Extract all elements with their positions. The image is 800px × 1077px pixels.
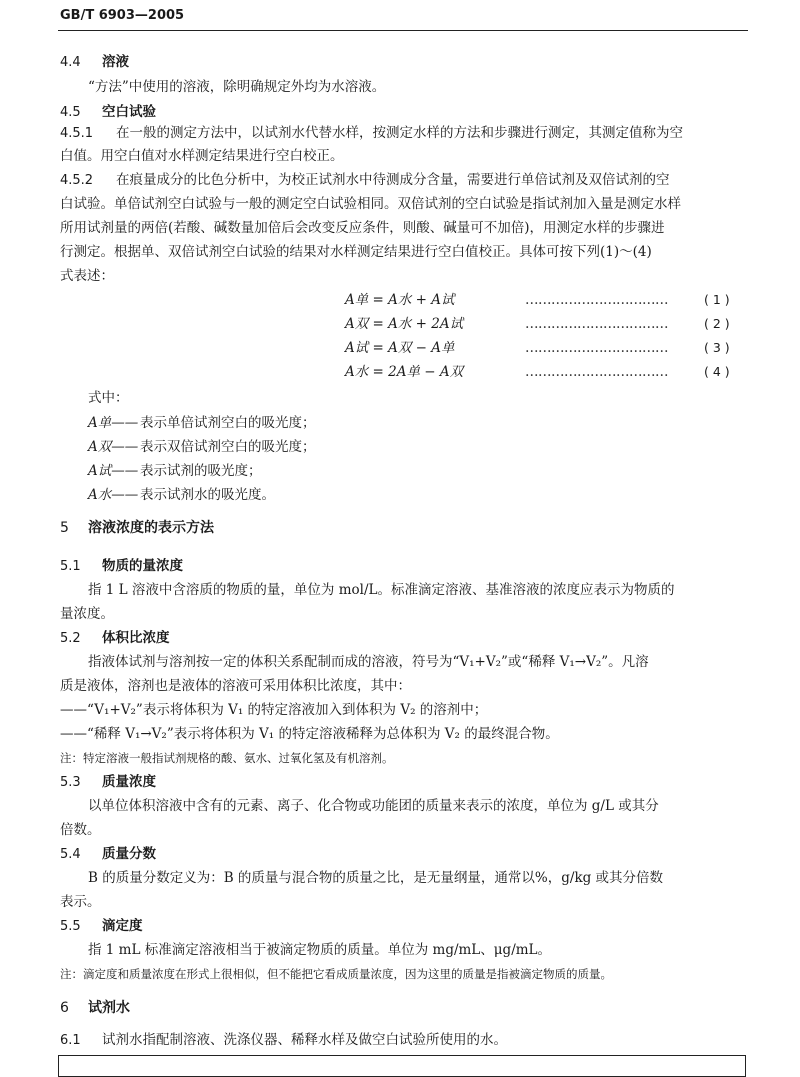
section-number: 5.4 bbox=[60, 847, 81, 862]
section-title: 滴定度 bbox=[102, 918, 143, 934]
paragraph-line: 表示。 bbox=[60, 894, 101, 910]
paragraph-line: 指 1 L 溶液中含溶质的物质的量，单位为 mol/L。标准滴定溶液、基准溶液的浓度应表示为物质的 bbox=[88, 582, 675, 598]
section-title: 空白试验 bbox=[102, 104, 156, 120]
variable-description: 表示试剂水的吸光度。 bbox=[140, 487, 275, 503]
section-4-5-1-line-1 bbox=[60, 123, 683, 144]
paragraph-line: 质是液体，溶剂也是液体的溶液可采用体积比浓度，其中： bbox=[60, 678, 411, 694]
section-5-heading bbox=[60, 518, 214, 538]
variable-description: 表示双倍试剂空白的吸光度； bbox=[140, 439, 316, 455]
equation-leader-dots: …………………………… bbox=[525, 316, 668, 332]
paragraph-text: 在一般的测定方法中，以试剂水代替水样，按测定水样的方法和步骤进行测定，其测定值称为空 bbox=[116, 125, 683, 141]
equation-number: ( 1 ) bbox=[704, 292, 730, 307]
section-4-5-2-line-1 bbox=[60, 170, 670, 191]
section-5-4-heading bbox=[60, 844, 156, 865]
equation-formula: A双 = A水 + 2A试 bbox=[345, 316, 464, 332]
note-text: 注：滴定度和质量浓度在形式上很相似，但不能把它看成质量浓度，因为这里的质量是指被滴定物质的质量。 bbox=[60, 967, 612, 981]
section-number: 4.5.2 bbox=[60, 173, 94, 188]
section-number: 4.5 bbox=[60, 105, 81, 120]
paragraph-line: 白试验。单倍试剂空白试验与一般的测定空白试验相同。双倍试剂的空白试验是指试剂加入量是测定水样 bbox=[60, 196, 681, 212]
section-title: 试剂水 bbox=[88, 1000, 130, 1016]
variable-symbol: A水—— bbox=[88, 487, 139, 503]
paragraph-text: 在痕量成分的比色分析中，为校正试剂水中待测成分含量，需要进行单倍试剂及双倍试剂的空 bbox=[116, 172, 670, 188]
paragraph-line: 式表述： bbox=[60, 268, 114, 284]
equation-leader-dots: …………………………… bbox=[525, 292, 668, 308]
section-number: 5.2 bbox=[60, 631, 81, 646]
paragraph-line: 行测定。根据单、双倍试剂空白试验的结果对水样测定结果进行空白值校正。具体可按下列(1)～(4) bbox=[60, 244, 652, 260]
standard-code-header: GB/T 6903—2005 bbox=[60, 8, 185, 23]
section-4-5-heading bbox=[60, 102, 156, 123]
section-number: 5.1 bbox=[60, 559, 81, 574]
bottom-frame-box bbox=[58, 1055, 746, 1077]
equation-number: ( 3 ) bbox=[704, 340, 730, 355]
section-title: 质量浓度 bbox=[102, 774, 156, 790]
section-6-1-line bbox=[60, 1030, 507, 1051]
variable-symbol: A试—— bbox=[88, 463, 139, 479]
section-number: 6.1 bbox=[60, 1033, 81, 1048]
equation-formula: A单 = A水 + A试 bbox=[345, 292, 455, 308]
section-number: 4.5.1 bbox=[60, 126, 94, 141]
section-title: 质量分数 bbox=[102, 846, 156, 862]
equation-number: ( 2 ) bbox=[704, 316, 730, 331]
equation-formula: A试 = A双 − A单 bbox=[345, 340, 455, 356]
paragraph-line: 所用试剂量的两倍(若酸、碱数量加倍后会改变反应条件，则酸、碱量可不加倍)，用测定水样的步骤进 bbox=[60, 220, 665, 236]
list-item: ——“V₁+V₂”表示将体积为 V₁ 的特定溶液加入到体积为 V₂ 的溶剂中； bbox=[60, 702, 488, 718]
note-text: 注：特定溶液一般指试剂规格的酸、氨水、过氧化氢及有机溶剂。 bbox=[60, 751, 394, 765]
section-title: 体积比浓度 bbox=[102, 630, 170, 646]
variable-definition bbox=[88, 437, 316, 457]
paragraph-line: 指 1 mL 标准滴定溶液相当于被滴定物质的质量。单位为 mg/mL、μg/mL。 bbox=[88, 942, 552, 958]
variable-definition bbox=[88, 413, 316, 433]
list-item: ——“稀释 V₁→V₂”表示将体积为 V₁ 的特定溶液稀释为总体积为 V₂ 的最终混合物。 bbox=[60, 726, 559, 742]
section-title: 溶液 bbox=[102, 54, 129, 70]
paragraph-line: “方法”中使用的溶液，除明确规定外均为水溶液。 bbox=[88, 79, 386, 95]
variable-definition bbox=[88, 485, 275, 505]
variable-symbol: A单—— bbox=[88, 415, 139, 431]
section-number: 6 bbox=[60, 1000, 69, 1016]
equation-leader-dots: …………………………… bbox=[525, 364, 668, 380]
paragraph-line: 倍数。 bbox=[60, 822, 101, 838]
variable-description: 表示单倍试剂空白的吸光度； bbox=[140, 415, 316, 431]
paragraph-text: 试剂水指配制溶液、洗涤仪器、稀释水样及做空白试验所使用的水。 bbox=[102, 1032, 507, 1048]
section-4-4-heading bbox=[60, 52, 129, 73]
equation-leader-dots: …………………………… bbox=[525, 340, 668, 356]
section-5-2-heading bbox=[60, 628, 170, 649]
section-title: 溶液浓度的表示方法 bbox=[88, 520, 214, 536]
section-title: 物质的量浓度 bbox=[102, 558, 183, 574]
section-5-5-heading bbox=[60, 916, 143, 937]
paragraph-line: 量浓度。 bbox=[60, 606, 114, 622]
section-number: 4.4 bbox=[60, 55, 81, 70]
variable-description: 表示试剂的吸光度； bbox=[140, 463, 262, 479]
paragraph-line: 指液体试剂与溶剂按一定的体积关系配制而成的溶液，符号为“V₁+V₂”或“稀释 V₁→V₂”。凡溶 bbox=[88, 654, 649, 670]
section-number: 5.3 bbox=[60, 775, 81, 790]
equation-number: ( 4 ) bbox=[704, 364, 730, 379]
equation-formula: A水 = 2A单 − A双 bbox=[345, 364, 464, 380]
section-number: 5 bbox=[60, 520, 69, 536]
header-rule bbox=[58, 30, 748, 31]
where-label: 式中： bbox=[88, 390, 129, 406]
variable-symbol: A双—— bbox=[88, 439, 139, 455]
section-5-1-heading bbox=[60, 556, 183, 577]
paragraph-line: B 的质量分数定义为：B 的质量与混合物的质量之比，是无量纲量，通常以%，g/kg 或其分倍数 bbox=[88, 870, 664, 886]
section-5-3-heading bbox=[60, 772, 156, 793]
section-6-heading bbox=[60, 998, 130, 1018]
paragraph-line: 白值。用空白值对水样测定结果进行空白校正。 bbox=[60, 148, 344, 164]
section-number: 5.5 bbox=[60, 919, 81, 934]
variable-definition bbox=[88, 461, 262, 481]
paragraph-line: 以单位体积溶液中含有的元素、离子、化合物或功能团的质量来表示的浓度，单位为 g/L 或其分 bbox=[88, 798, 659, 814]
